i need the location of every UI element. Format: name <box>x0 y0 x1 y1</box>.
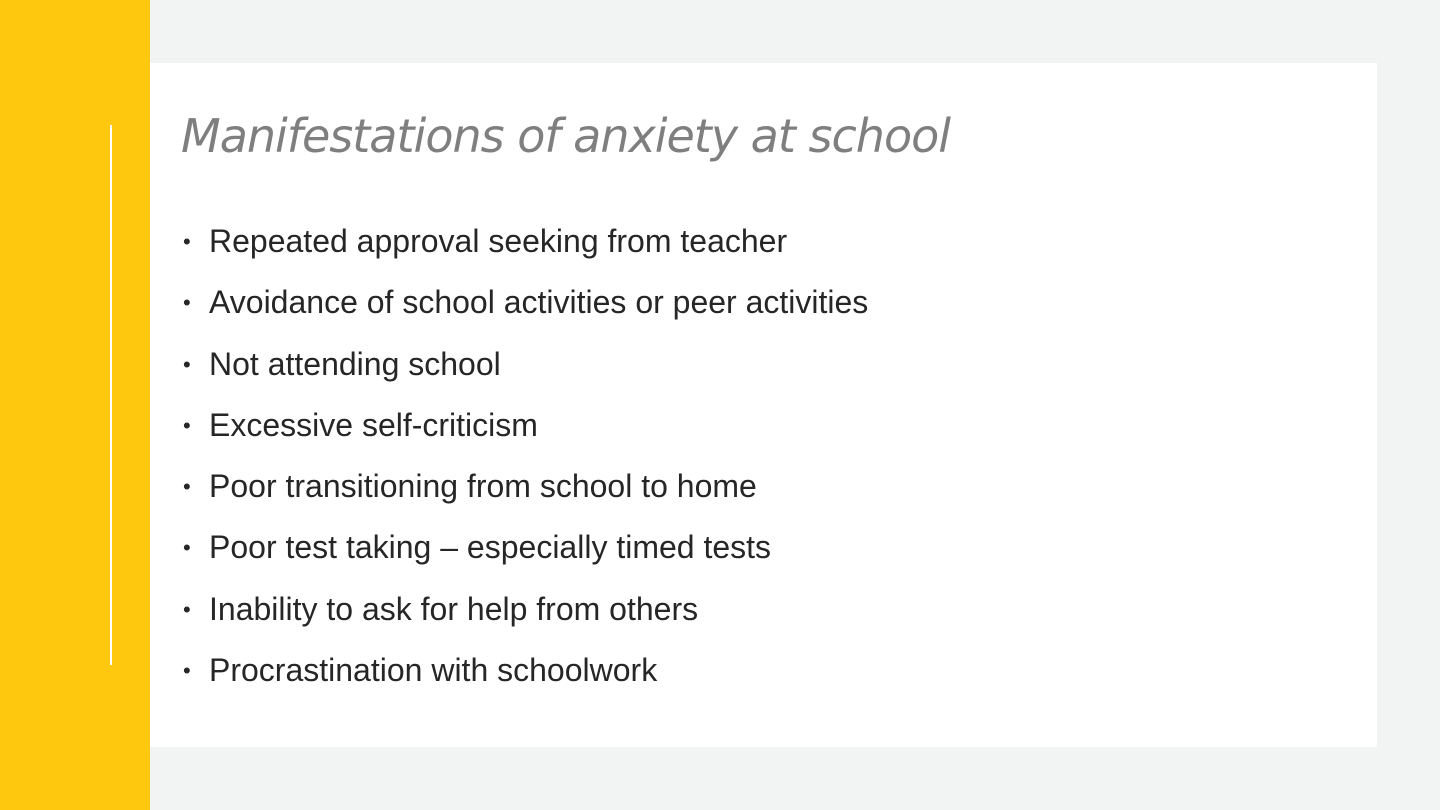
list-item <box>183 456 868 517</box>
bullet-list <box>183 211 868 701</box>
bullet-icon: • <box>183 535 191 561</box>
bullet-icon: • <box>183 596 191 622</box>
bullet-icon: • <box>183 290 191 316</box>
list-item-text: Repeated approval seeking from teacher <box>209 223 788 259</box>
list-item <box>183 334 868 395</box>
list-item-text: Procrastination with schoolwork <box>209 652 658 689</box>
accent-divider-line <box>110 125 112 665</box>
bullet-icon: • <box>183 658 191 684</box>
list-item <box>183 640 868 701</box>
bullet-icon: • <box>183 412 191 438</box>
list-item <box>183 579 868 640</box>
list-item-text: Excessive self-criticism <box>209 406 538 443</box>
list-item-text: Poor transitioning from school to home <box>209 468 757 505</box>
accent-band <box>0 0 150 810</box>
bullet-icon: • <box>183 351 191 377</box>
list-item <box>183 211 868 272</box>
bullet-icon: • <box>183 474 191 500</box>
slide-title: Manifestations of anxiety at school <box>181 109 951 163</box>
list-item-text: Avoidance of school activities or peer activities <box>209 284 869 321</box>
list-item-text: Poor test taking – especially timed tests <box>209 529 772 566</box>
bullet-icon: • <box>183 229 191 254</box>
list-item <box>183 517 868 578</box>
list-item-text: Inability to ask for help from others <box>209 590 699 627</box>
list-item <box>183 272 868 333</box>
list-item <box>183 395 868 456</box>
list-item-text: Not attending school <box>209 345 501 382</box>
